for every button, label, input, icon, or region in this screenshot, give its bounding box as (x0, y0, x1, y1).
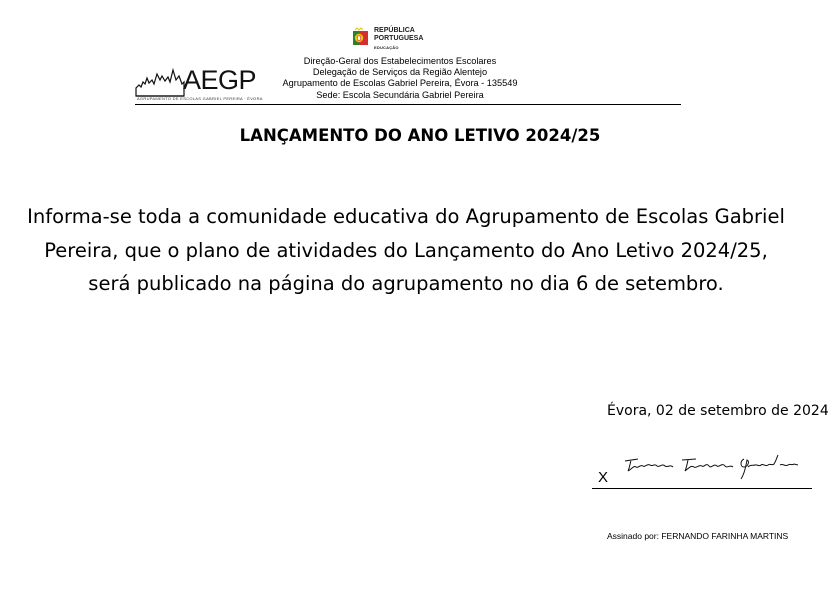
republica-portuguesa-logo (352, 27, 423, 51)
document-date: Évora, 02 de setembro de 2024 (607, 403, 829, 419)
evora-skyline-icon (135, 66, 185, 98)
org-line-4: Sede: Escola Secundária Gabriel Pereira (316, 89, 484, 100)
signature-mark: X (598, 469, 609, 486)
body-line-1: Informa-se toda a comunidade educativa do Agrupamento de Escolas Gabriel (27, 205, 785, 228)
handwritten-signature (622, 447, 822, 492)
aegp-wordmark: AEGP (183, 65, 257, 95)
signature-image (622, 447, 822, 487)
body-line-3: será publicado na página do agrupamento no dia 6 de setembro. (88, 272, 724, 295)
org-line-2: Delegação de Serviços da Região Alentejo (312, 67, 488, 78)
announcement-body (0, 200, 826, 301)
gov-logo-line1: REPÚBLICA (374, 27, 415, 34)
aegp-caption: AGRUPAMENTO DE ESCOLAS GABRIEL PEREIRA · ÉVORA (137, 96, 263, 101)
org-line-3: Agrupamento de Escolas Gabriel Pereira, Évora - 135549 (282, 78, 518, 89)
body-line-2: Pereira, que o plano de atividades do Lançamento do Ano Letivo 2024/25, (44, 238, 768, 262)
portugal-coat-of-arms-icon (352, 27, 370, 47)
signed-by-label: Assinado por: FERNANDO FARINHA MARTINS (607, 531, 789, 541)
signature-line (592, 488, 812, 489)
aegp-logo (135, 66, 267, 104)
organisation-block (270, 56, 530, 101)
gov-logo-line2: PORTUGUESA (374, 35, 424, 42)
org-line-1: Direção-Geral dos Estabelecimentos Escolares (303, 56, 497, 66)
document-title: LANÇAMENTO DO ANO LETIVO 2024/25 (239, 126, 601, 145)
header-divider (135, 104, 681, 105)
gov-logo-sub: EDUCAÇÃO (374, 45, 399, 50)
